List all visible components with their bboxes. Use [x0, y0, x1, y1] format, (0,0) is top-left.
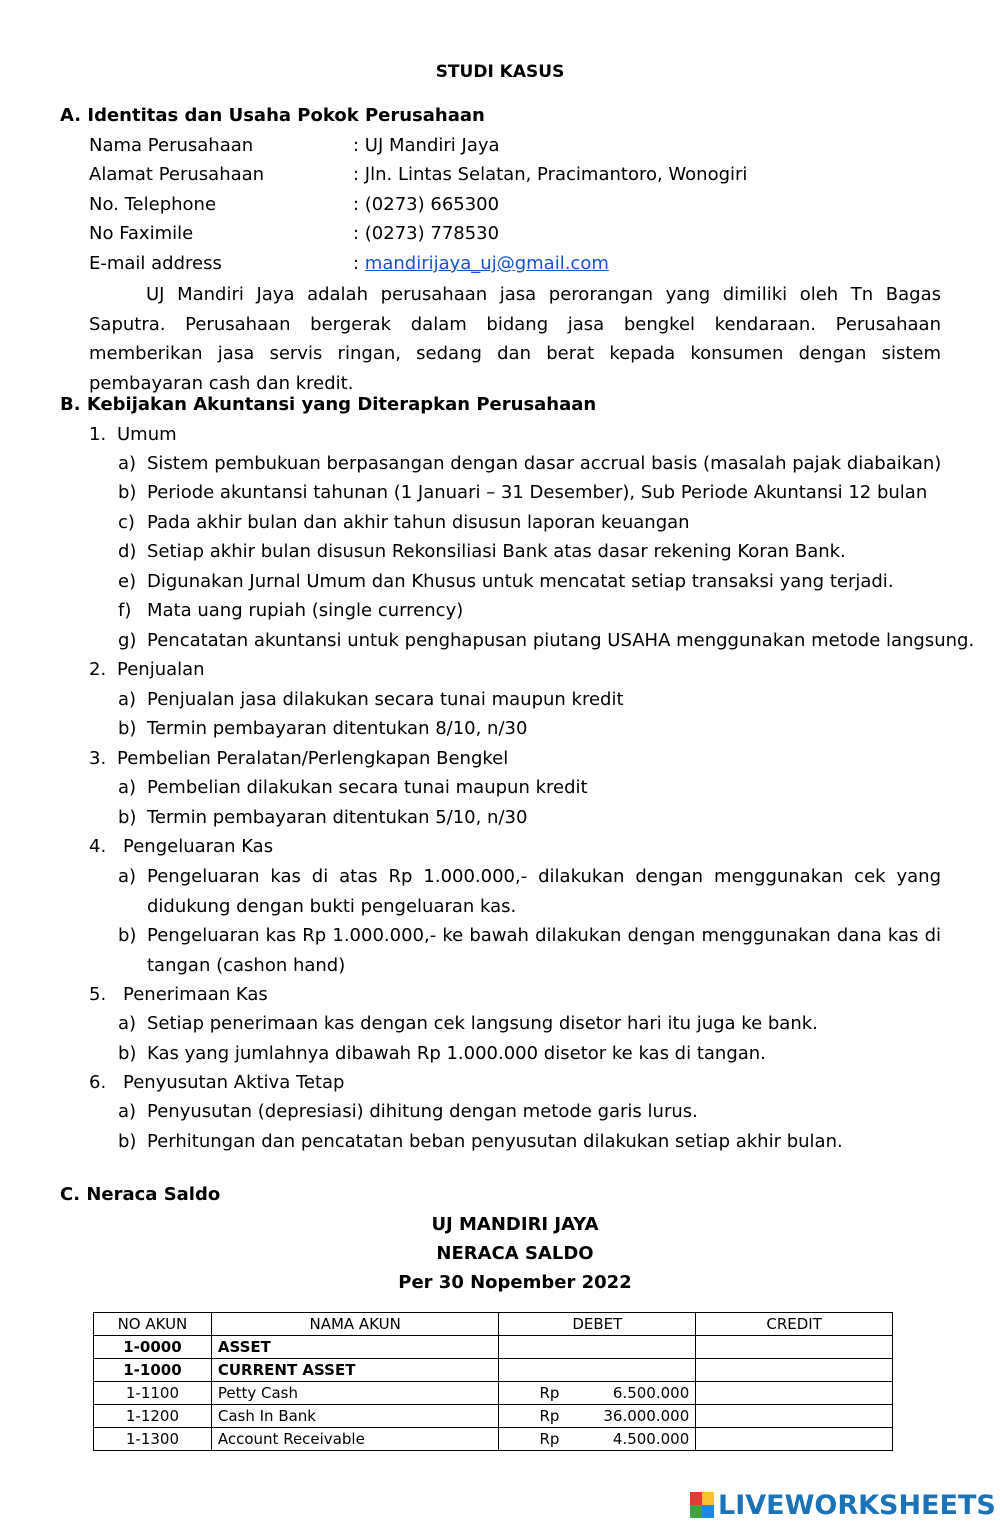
- policy-1g: [118, 630, 975, 651]
- policy-2a: [118, 689, 624, 710]
- account-name-cell: ASSET: [211, 1336, 499, 1359]
- table-header-row: [94, 1313, 893, 1336]
- policy-3-title: Pembelian Peralatan/Perlengkapan Bengkel: [117, 748, 509, 769]
- policy-1d-text: Setiap akhir bulan disusun Rekonsiliasi Bank atas dasar rekening Koran Bank.: [147, 541, 846, 562]
- policy-1c: [118, 512, 690, 533]
- policy-3-number: 3.: [89, 748, 107, 769]
- policy-1e-text: Digunakan Jurnal Umum dan Khusus untuk mencatat setiap transaksi yang terjadi.: [147, 571, 894, 592]
- facsimile-value: : (0273) 778530: [353, 223, 500, 244]
- policy-1b: [118, 482, 928, 503]
- policy-1a: [118, 453, 942, 474]
- policy-6-heading: [89, 1072, 345, 1093]
- email-link[interactable]: mandirijaya_uj@gmail.com: [364, 253, 609, 274]
- policy-2b: [118, 718, 528, 739]
- credit-cell: [696, 1359, 893, 1382]
- policy-2b-letter: b): [118, 718, 137, 739]
- company-description: [89, 280, 941, 398]
- policy-3b-text: Termin pembayaran ditentukan 5/10, n/30: [147, 807, 528, 828]
- debit-cell: [499, 1336, 696, 1359]
- policy-5b-text: Kas yang jumlahnya dibawah Rp 1.000.000 disetor ke kas di tangan.: [147, 1043, 766, 1064]
- policy-3a-letter: a): [118, 777, 137, 798]
- account-no-cell: 1-1000: [94, 1359, 212, 1382]
- account-name-cell: Account Receivable: [211, 1428, 499, 1451]
- policy-2a-letter: a): [118, 689, 137, 710]
- policy-3a-text: Pembelian dilakukan secara tunai maupun kredit: [147, 777, 588, 798]
- header-credit: CREDIT: [696, 1313, 893, 1336]
- liveworksheets-logo-icon: [690, 1492, 714, 1518]
- policy-1f-text: Mata uang rupiah (single currency): [147, 600, 464, 621]
- account-no-cell: 1-1100: [94, 1382, 212, 1405]
- debit-cell: [499, 1405, 696, 1428]
- credit-cell: [696, 1336, 893, 1359]
- email-label: E-mail address: [89, 253, 222, 274]
- section-b-heading: B. Kebijakan Akuntansi yang Diterapkan Perusahaan: [60, 394, 597, 415]
- email-value: [353, 253, 609, 274]
- policy-2b-text: Termin pembayaran ditentukan 8/10, n/30: [147, 718, 528, 739]
- trial-balance-table: [93, 1312, 893, 1451]
- header-account-no: NO AKUN: [94, 1313, 212, 1336]
- policy-5-title: Penerimaan Kas: [123, 984, 268, 1005]
- liveworksheets-logo[interactable]: [690, 1488, 996, 1522]
- policy-4b-letter: b): [118, 925, 137, 946]
- policy-1f-letter: f): [118, 600, 132, 621]
- policy-6b: [118, 1131, 843, 1152]
- credit-cell: [696, 1405, 893, 1428]
- table-row: [94, 1359, 893, 1382]
- policy-4-heading: [89, 836, 274, 857]
- policy-1c-text: Pada akhir bulan dan akhir tahun disusun laporan keuangan: [147, 512, 690, 533]
- policy-5-heading: [89, 984, 268, 1005]
- policy-1b-text: Periode akuntansi tahunan (1 Januari – 31 Desember), Sub Periode Akuntansi 12 bulan: [147, 482, 928, 503]
- policy-3b-letter: b): [118, 807, 137, 828]
- policy-6a-letter: a): [118, 1101, 137, 1122]
- currency-label: Rp: [539, 1430, 560, 1448]
- debit-cell: [499, 1428, 696, 1451]
- policy-2-heading: [89, 659, 205, 680]
- debit-cell: [499, 1382, 696, 1405]
- account-name-cell: CURRENT ASSET: [211, 1359, 499, 1382]
- debit-amount: 6.500.000: [612, 1384, 690, 1402]
- header-account-name: NAMA AKUN: [211, 1313, 499, 1336]
- policy-3-heading: [89, 748, 509, 769]
- company-address-value: : Jln. Lintas Selatan, Pracimantoro, Wonogiri: [353, 164, 748, 185]
- policy-1d-letter: d): [118, 541, 137, 562]
- policy-3a: [118, 777, 588, 798]
- facsimile-label: No Faximile: [89, 223, 194, 244]
- policy-1g-text: Pencatatan akuntansi untuk penghapusan piutang USAHA menggunakan metode langsung.: [147, 630, 975, 651]
- policy-1e-letter: e): [118, 571, 137, 592]
- policy-1-number: 1.: [89, 424, 107, 445]
- currency-label: Rp: [539, 1407, 560, 1425]
- policy-3b: [118, 807, 528, 828]
- policy-2-title: Penjualan: [117, 659, 205, 680]
- credit-cell: [696, 1382, 893, 1405]
- trial-balance-period: Per 30 Nopember 2022: [398, 1272, 632, 1293]
- policy-5b: [118, 1043, 766, 1064]
- account-no-cell: 1-1200: [94, 1405, 212, 1428]
- policy-4-title: Pengeluaran Kas: [123, 836, 274, 857]
- document-title: STUDI KASUS: [435, 62, 565, 82]
- policy-1g-letter: g): [118, 630, 137, 651]
- section-c-heading: C. Neraca Saldo: [60, 1184, 221, 1205]
- policy-1d: [118, 541, 846, 562]
- header-debit: DEBET: [499, 1313, 696, 1336]
- policy-5-number: 5.: [89, 984, 107, 1005]
- policy-5a-letter: a): [118, 1013, 137, 1034]
- policy-5a: [118, 1013, 818, 1034]
- debit-amount: 4.500.000: [612, 1430, 690, 1448]
- telephone-value: : (0273) 665300: [353, 194, 500, 215]
- company-description-text: UJ Mandiri Jaya adalah perusahaan jasa perorangan yang dimiliki oleh Tn Bagas Saputra. Perusahaan bergerak dalam bidang jasa bengkel kendaraan. Perusahaan memberikan jasa servis ringan, sedang dan berat kepada konsumen dengan sistem pembayaran cash dan kredit.: [89, 284, 941, 394]
- table-row: [94, 1405, 893, 1428]
- debit-cell: [499, 1359, 696, 1382]
- policy-1f: [118, 600, 464, 621]
- policy-1a-letter: a): [118, 453, 137, 474]
- liveworksheets-wordmark: LIVEWORKSHEETS: [718, 1489, 996, 1521]
- company-name-value: : UJ Mandiri Jaya: [353, 135, 500, 156]
- account-no-cell: 1-0000: [94, 1336, 212, 1359]
- table-row: [94, 1382, 893, 1405]
- account-name-cell: Petty Cash: [211, 1382, 499, 1405]
- policy-1-heading: [89, 424, 177, 445]
- telephone-label: No. Telephone: [89, 194, 217, 215]
- email-colon: :: [353, 253, 365, 274]
- account-no-cell: 1-1300: [94, 1428, 212, 1451]
- policy-4b-text: Pengeluaran kas Rp 1.000.000,- ke bawah dilakukan dengan menggunakan dana kas di tangan (cashon hand): [147, 925, 941, 976]
- company-address-label: Alamat Perusahaan: [89, 164, 265, 185]
- policy-1b-letter: b): [118, 482, 137, 503]
- trial-balance-title: NERACA SALDO: [436, 1243, 594, 1264]
- policy-6-number: 6.: [89, 1072, 107, 1093]
- currency-label: Rp: [539, 1384, 560, 1402]
- policy-1-title: Umum: [117, 424, 177, 445]
- section-a-heading: A. Identitas dan Usaha Pokok Perusahaan: [60, 105, 485, 126]
- policy-1a-text: Sistem pembukuan berpasangan dengan dasar accrual basis (masalah pajak diabaikan): [147, 453, 942, 474]
- policy-2-number: 2.: [89, 659, 107, 680]
- policy-4a-text: Pengeluaran kas di atas Rp 1.000.000,- dilakukan dengan menggunakan cek yang didukung dengan bukti pengeluaran kas.: [147, 866, 941, 917]
- policy-6b-letter: b): [118, 1131, 137, 1152]
- policy-6a: [118, 1101, 698, 1122]
- table-row: [94, 1428, 893, 1451]
- debit-amount: 36.000.000: [603, 1407, 690, 1425]
- policy-6a-text: Penyusutan (depresiasi) dihitung dengan metode garis lurus.: [147, 1101, 698, 1122]
- policy-1c-letter: c): [118, 512, 135, 533]
- account-name-cell: Cash In Bank: [211, 1405, 499, 1428]
- policy-2a-text: Penjualan jasa dilakukan secara tunai maupun kredit: [147, 689, 624, 710]
- policy-6b-text: Perhitungan dan pencatatan beban penyusutan dilakukan setiap akhir bulan.: [147, 1131, 843, 1152]
- trial-balance-company: UJ MANDIRI JAYA: [431, 1214, 599, 1235]
- policy-1e: [118, 571, 894, 592]
- table-row: [94, 1336, 893, 1359]
- policy-5b-letter: b): [118, 1043, 137, 1064]
- policy-5a-text: Setiap penerimaan kas dengan cek langsung disetor hari itu juga ke bank.: [147, 1013, 818, 1034]
- policy-6-title: Penyusutan Aktiva Tetap: [123, 1072, 345, 1093]
- policy-4a-letter: a): [118, 866, 137, 887]
- credit-cell: [696, 1428, 893, 1451]
- company-name-label: Nama Perusahaan: [89, 135, 254, 156]
- policy-4-number: 4.: [89, 836, 107, 857]
